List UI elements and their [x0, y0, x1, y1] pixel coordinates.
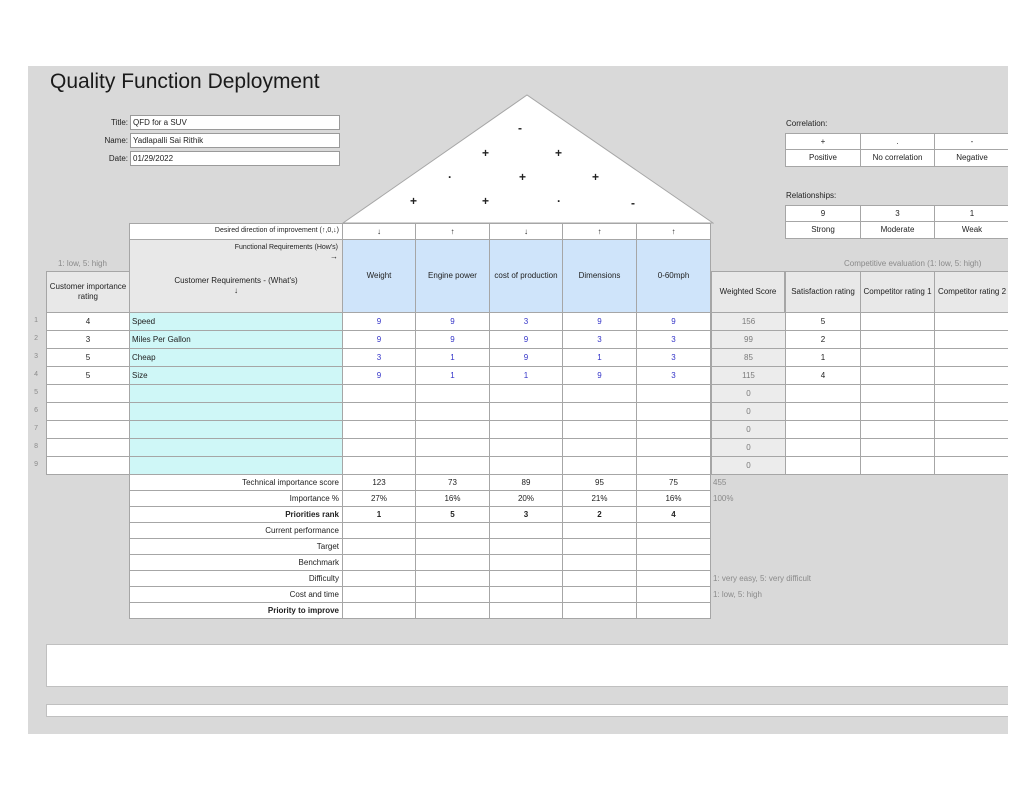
notes-area[interactable] [46, 644, 1008, 687]
direction-cost[interactable]: ↓ [489, 223, 563, 240]
relationship-cell-weight[interactable] [342, 456, 416, 475]
weighted-score-cell: 0 [711, 438, 786, 457]
relationship-cell-0-60mph[interactable]: 3 [636, 366, 711, 385]
roof-symbol: · [557, 194, 561, 208]
functional-requirements-label: Functional Requirements (How's) [234, 244, 338, 251]
correlation-roof [342, 94, 714, 224]
weighted-score-cell: 0 [711, 456, 786, 475]
customer-requirement-cell[interactable] [129, 420, 343, 439]
relationship-cell-cost[interactable]: 3 [489, 312, 563, 331]
summary-row-note: 455 [713, 478, 727, 487]
meta-name-field[interactable]: Yadlapalli Sai Rithik [130, 133, 340, 148]
importance-header: Customer importance rating [46, 271, 130, 313]
customer-requirement-cell[interactable]: Size [129, 366, 343, 385]
relationship-cell-weight[interactable]: 9 [342, 330, 416, 349]
competitor-rating-1-cell[interactable] [860, 438, 935, 457]
summary-cell-weight[interactable] [342, 522, 416, 539]
competitor-rating-2-cell[interactable] [934, 312, 1008, 331]
importance-rating-cell[interactable]: 4 [46, 312, 130, 331]
roof-symbol: · [448, 170, 452, 184]
row-number: 9 [34, 461, 38, 468]
correlation-positive-label: Positive [785, 149, 861, 167]
customer-requirement-cell[interactable] [129, 402, 343, 421]
roof-symbol: - [518, 121, 522, 135]
relationship-weak-label: Weak [934, 221, 1008, 239]
roof-symbol: + [555, 146, 563, 160]
summary-row-label: Priorities rank [129, 506, 343, 523]
relationship-cell-0-60mph[interactable] [636, 402, 711, 421]
summary-cell-cost: 89 [489, 474, 563, 491]
summary-cell-cost: 20% [489, 490, 563, 507]
weighted-score-cell: 0 [711, 420, 786, 439]
summary-cell-cost[interactable] [489, 522, 563, 539]
relationship-cell-cost[interactable]: 9 [489, 348, 563, 367]
direction-weight[interactable]: ↓ [342, 223, 416, 240]
summary-cell-weight[interactable] [342, 538, 416, 555]
relationship-cell-0-60mph[interactable] [636, 384, 711, 403]
satisfaction-rating-cell[interactable]: 1 [785, 348, 861, 367]
summary-cell-dimensions: 21% [562, 490, 637, 507]
summary-cell-dimensions[interactable] [562, 602, 637, 619]
competitor-rating-1-cell[interactable] [860, 312, 935, 331]
relationships-heading: Relationships: [786, 191, 837, 200]
summary-cell-weight[interactable] [342, 602, 416, 619]
summary-row-label: Difficulty [129, 570, 343, 587]
satisfaction-rating-cell[interactable]: 5 [785, 312, 861, 331]
relationship-weak-value: 1 [934, 205, 1008, 222]
summary-cell-engine-power: 73 [415, 474, 490, 491]
relationship-cell-engine-power[interactable]: 9 [415, 330, 490, 349]
customer-requirement-cell[interactable] [129, 384, 343, 403]
page-title: Quality Function Deployment [50, 70, 320, 93]
summary-row-note: 1: low, 5: high [713, 590, 762, 599]
relationship-cell-engine-power[interactable]: 1 [415, 366, 490, 385]
summary-cell-0-60mph[interactable] [636, 522, 711, 539]
summary-row-label: Priority to improve [129, 602, 343, 619]
relationship-cell-0-60mph[interactable]: 3 [636, 330, 711, 349]
satisfaction-rating-cell[interactable] [785, 402, 861, 421]
competitor-rating-2-cell[interactable] [934, 366, 1008, 385]
relationship-cell-cost[interactable]: 9 [489, 330, 563, 349]
summary-cell-weight[interactable] [342, 586, 416, 603]
importance-rating-cell[interactable]: 3 [46, 330, 130, 349]
customer-requirement-cell[interactable] [129, 456, 343, 475]
relationship-cell-engine-power[interactable] [415, 456, 490, 475]
roof-symbol: + [482, 146, 490, 160]
correlation-none-label: No correlation [860, 149, 935, 167]
relationship-cell-engine-power[interactable]: 9 [415, 312, 490, 331]
row-number: 2 [34, 335, 38, 342]
relationship-cell-weight[interactable]: 9 [342, 312, 416, 331]
summary-cell-cost: 3 [489, 506, 563, 523]
row-number: 8 [34, 443, 38, 450]
summary-cell-engine-power: 5 [415, 506, 490, 523]
customer-requirement-cell[interactable]: Miles Per Gallon [129, 330, 343, 349]
competitor-rating-2-cell[interactable] [934, 402, 1008, 421]
correlation-none-symbol: . [860, 133, 935, 150]
fr-dimensions: Dimensions [562, 239, 637, 313]
satisfaction-rating-cell[interactable] [785, 438, 861, 457]
roof-symbol: + [410, 194, 418, 208]
summary-cell-weight: 27% [342, 490, 416, 507]
summary-cell-weight[interactable] [342, 570, 416, 587]
summary-cell-0-60mph[interactable] [636, 538, 711, 555]
row-number: 1 [34, 317, 38, 324]
relationship-cell-cost[interactable]: 1 [489, 366, 563, 385]
direction-engine-power[interactable]: ↑ [415, 223, 490, 240]
importance-rating-cell[interactable]: 5 [46, 366, 130, 385]
summary-cell-0-60mph[interactable] [636, 602, 711, 619]
summary-cell-cost[interactable] [489, 570, 563, 587]
summary-cell-0-60mph: 16% [636, 490, 711, 507]
direction-dimensions[interactable]: ↑ [562, 223, 637, 240]
summary-cell-engine-power[interactable] [415, 522, 490, 539]
summary-cell-0-60mph: 75 [636, 474, 711, 491]
summary-cell-weight: 123 [342, 474, 416, 491]
summary-cell-engine-power[interactable] [415, 602, 490, 619]
importance-rating-cell[interactable] [46, 438, 130, 457]
footer-strip [46, 704, 1008, 717]
summary-row-label: Cost and time [129, 586, 343, 603]
customer-requirements-label: Customer Requirements - (What's) [174, 275, 298, 285]
summary-cell-engine-power: 16% [415, 490, 490, 507]
roof-symbol: - [631, 196, 635, 210]
relationship-cell-0-60mph[interactable] [636, 456, 711, 475]
summary-cell-0-60mph[interactable] [636, 586, 711, 603]
summary-cell-dimensions[interactable] [562, 586, 637, 603]
competitor-rating-1-cell[interactable] [860, 420, 935, 439]
competitor-rating-2-cell[interactable] [934, 456, 1008, 475]
relationship-cell-cost[interactable] [489, 384, 563, 403]
competitor-rating-2-cell[interactable] [934, 384, 1008, 403]
relationship-cell-weight[interactable] [342, 420, 416, 439]
importance-rating-cell[interactable] [46, 420, 130, 439]
relationship-cell-cost[interactable] [489, 402, 563, 421]
relationship-cell-dimensions[interactable] [562, 402, 637, 421]
satisfaction-rating-cell[interactable]: 4 [785, 366, 861, 385]
relationship-cell-0-60mph[interactable]: 3 [636, 348, 711, 367]
summary-row-note: 1: very easy, 5: very difficult [713, 574, 811, 583]
weighted-score-cell: 115 [711, 366, 786, 385]
competitor-rating-2-cell[interactable] [934, 420, 1008, 439]
summary-cell-cost[interactable] [489, 586, 563, 603]
importance-rating-cell[interactable] [46, 384, 130, 403]
importance-rating-cell[interactable]: 5 [46, 348, 130, 367]
relationship-cell-dimensions[interactable]: 3 [562, 330, 637, 349]
relationship-moderate-label: Moderate [860, 221, 935, 239]
relationship-cell-dimensions[interactable]: 1 [562, 348, 637, 367]
fr-0-60mph: 0-60mph [636, 239, 711, 313]
weighted-score-header: Weighted Score [711, 271, 785, 313]
row-number: 3 [34, 353, 38, 360]
summary-row-label: Benchmark [129, 554, 343, 571]
row-number: 5 [34, 389, 38, 396]
row-number: 4 [34, 371, 38, 378]
row-number: 6 [34, 407, 38, 414]
summary-cell-cost[interactable] [489, 554, 563, 571]
relationship-cell-0-60mph[interactable] [636, 420, 711, 439]
qfd-sheet [28, 66, 1008, 734]
customer-requirement-cell[interactable]: Speed [129, 312, 343, 331]
roof-symbol: + [482, 194, 490, 208]
fr-engine-power: Engine power [415, 239, 490, 313]
meta-title-field[interactable]: QFD for a SUV [130, 115, 340, 130]
correlation-positive-symbol: + [785, 133, 861, 150]
competitor-rating-1-cell[interactable] [860, 348, 935, 367]
summary-cell-engine-power[interactable] [415, 538, 490, 555]
summary-row-label: Technical importance score [129, 474, 343, 491]
fr-weight: Weight [342, 239, 416, 313]
summary-row-label: Current performance [129, 522, 343, 539]
relationship-cell-weight[interactable]: 9 [342, 366, 416, 385]
weighted-score-cell: 85 [711, 348, 786, 367]
relationship-strong-value: 9 [785, 205, 861, 222]
summary-cell-0-60mph[interactable] [636, 570, 711, 587]
relationship-cell-cost[interactable] [489, 438, 563, 457]
competitor-rating-1-cell[interactable] [860, 402, 935, 421]
summary-row-label: Target [129, 538, 343, 555]
satisfaction-rating-header: Satisfaction rating [785, 271, 861, 313]
summary-cell-0-60mph: 4 [636, 506, 711, 523]
competitor-rating-1-cell[interactable] [860, 366, 935, 385]
summary-cell-weight: 1 [342, 506, 416, 523]
summary-row-label: Importance % [129, 490, 343, 507]
competitor-rating-2-cell[interactable] [934, 330, 1008, 349]
competitor-rating-2-header: Competitor rating 2 [934, 271, 1008, 313]
summary-cell-dimensions[interactable] [562, 538, 637, 555]
right-arrow-icon: → [330, 252, 338, 262]
summary-cell-cost[interactable] [489, 538, 563, 555]
summary-cell-dimensions[interactable] [562, 570, 637, 587]
relationship-cell-cost[interactable] [489, 456, 563, 475]
summary-cell-engine-power[interactable] [415, 554, 490, 571]
summary-cell-dimensions: 95 [562, 474, 637, 491]
weighted-score-cell: 0 [711, 402, 786, 421]
satisfaction-rating-cell[interactable]: 2 [785, 330, 861, 349]
competitor-rating-2-cell[interactable] [934, 438, 1008, 457]
correlation-negative-label: Negative [934, 149, 1008, 167]
relationship-cell-0-60mph[interactable] [636, 438, 711, 457]
importance-scale: 1: low, 5: high [58, 259, 107, 268]
relationship-cell-engine-power[interactable] [415, 384, 490, 403]
relationship-strong-label: Strong [785, 221, 861, 239]
relationship-cell-weight[interactable] [342, 384, 416, 403]
relationship-cell-cost[interactable] [489, 420, 563, 439]
competitor-rating-1-cell[interactable] [860, 384, 935, 403]
importance-rating-cell[interactable] [46, 402, 130, 421]
summary-cell-engine-power[interactable] [415, 570, 490, 587]
competitive-evaluation-label: Competitive evaluation (1: low, 5: high) [844, 259, 982, 268]
satisfaction-rating-cell[interactable] [785, 456, 861, 475]
summary-cell-dimensions[interactable] [562, 522, 637, 539]
meta-name-label: Name: [104, 136, 128, 145]
weighted-score-cell: 156 [711, 312, 786, 331]
correlation-heading: Correlation: [786, 119, 828, 128]
relationship-cell-dimensions[interactable] [562, 438, 637, 457]
roof-symbol: + [592, 170, 600, 184]
relationship-cell-engine-power[interactable] [415, 438, 490, 457]
summary-row-note: 100% [713, 494, 734, 503]
competitor-rating-2-cell[interactable] [934, 348, 1008, 367]
summary-cell-dimensions[interactable] [562, 554, 637, 571]
summary-cell-0-60mph[interactable] [636, 554, 711, 571]
relationship-cell-engine-power[interactable] [415, 420, 490, 439]
relationship-moderate-value: 3 [860, 205, 935, 222]
weighted-score-cell: 99 [711, 330, 786, 349]
direction-0-60mph[interactable]: ↑ [636, 223, 711, 240]
competitor-rating-1-header: Competitor rating 1 [860, 271, 935, 313]
row-number: 7 [34, 425, 38, 432]
relationship-cell-weight[interactable] [342, 402, 416, 421]
roof-symbol: + [519, 170, 527, 184]
relationship-cell-dimensions[interactable] [562, 384, 637, 403]
competitor-rating-1-cell[interactable] [860, 456, 935, 475]
summary-cell-engine-power[interactable] [415, 586, 490, 603]
correlation-negative-symbol: - [934, 133, 1008, 150]
fr-cost-of-production: cost of production [489, 239, 563, 313]
competitor-rating-1-cell[interactable] [860, 330, 935, 349]
relationship-cell-0-60mph[interactable]: 9 [636, 312, 711, 331]
summary-cell-cost[interactable] [489, 602, 563, 619]
down-arrow-icon: ↓ [234, 285, 238, 295]
relationship-cell-dimensions[interactable] [562, 420, 637, 439]
weighted-score-cell: 0 [711, 384, 786, 403]
relationship-cell-dimensions[interactable] [562, 456, 637, 475]
relationship-cell-weight[interactable]: 3 [342, 348, 416, 367]
customer-requirement-cell[interactable] [129, 438, 343, 457]
customer-requirement-cell[interactable]: Cheap [129, 348, 343, 367]
importance-rating-cell[interactable] [46, 456, 130, 475]
relationship-cell-weight[interactable] [342, 438, 416, 457]
relationship-cell-dimensions[interactable]: 9 [562, 366, 637, 385]
meta-title-label: Title: [110, 118, 128, 127]
direction-label: Desired direction of improvement (↑,0,↓) [129, 223, 343, 240]
summary-cell-weight[interactable] [342, 554, 416, 571]
satisfaction-rating-cell[interactable] [785, 420, 861, 439]
satisfaction-rating-cell[interactable] [785, 384, 861, 403]
meta-date-field[interactable]: 01/29/2022 [130, 151, 340, 166]
requirements-header [129, 239, 343, 313]
meta-date-label: Date: [108, 154, 128, 163]
relationship-cell-dimensions[interactable]: 9 [562, 312, 637, 331]
summary-cell-dimensions: 2 [562, 506, 637, 523]
relationship-cell-engine-power[interactable]: 1 [415, 348, 490, 367]
relationship-cell-engine-power[interactable] [415, 402, 490, 421]
